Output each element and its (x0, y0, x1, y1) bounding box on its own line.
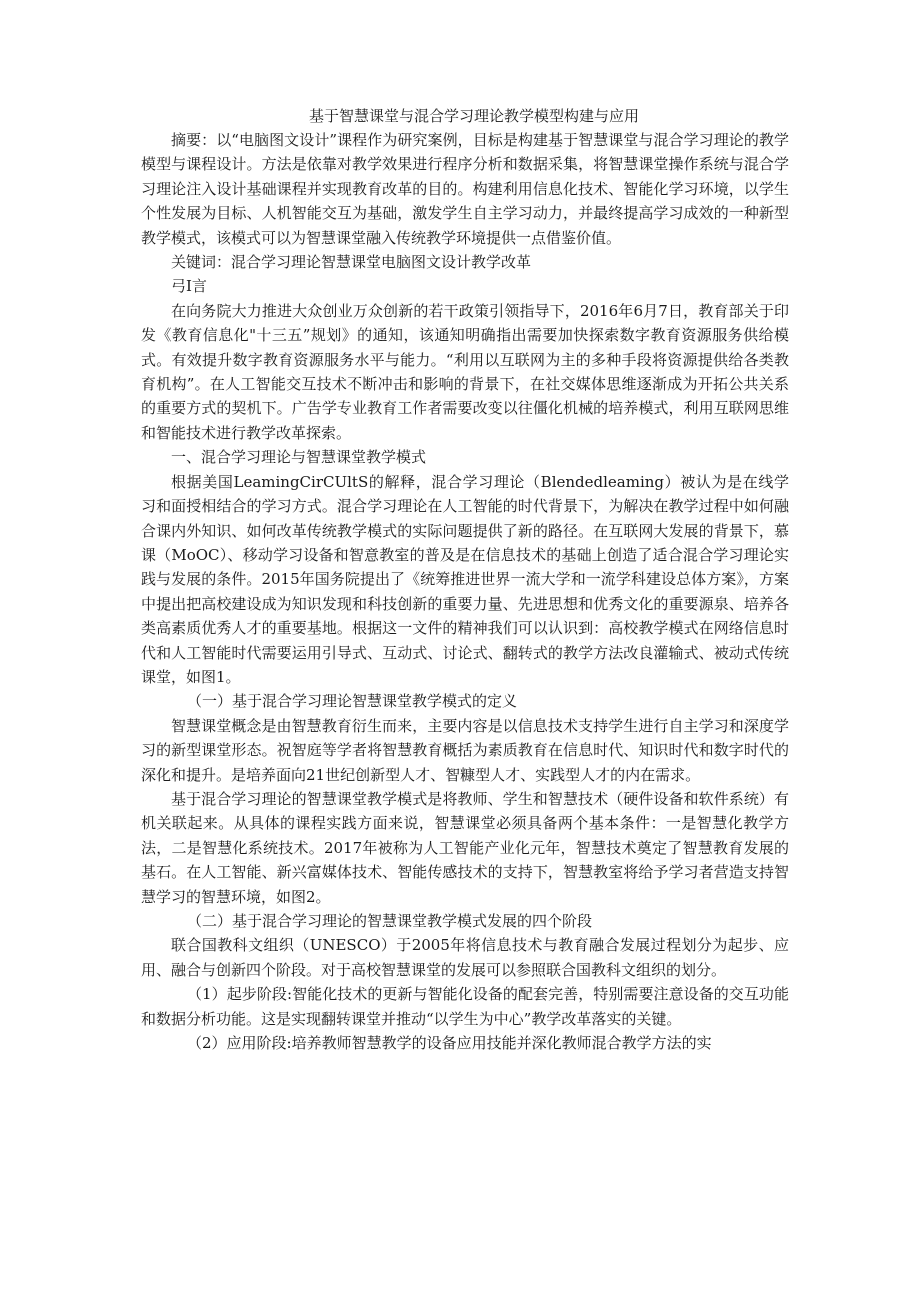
paragraph-subsection2-p1: 联合国教科文组织（UNESCO）于2005年将信息技术与教育融合发展过程划分为起步、应用、融合与创新四个阶段。对于高校智慧课堂的发展可以参照联合国教科文组织的划分。 (141, 936, 789, 979)
document-title: 基于智慧课堂与混合学习理论教学模型构建与应用 (308, 107, 639, 125)
paragraph-subsection2-heading: （二）基于混合学习理论的智慧课堂教学模式发展的四个阶段 (187, 912, 593, 930)
paragraph-section1-heading: 一、混合学习理论与智慧课堂教学模式 (171, 448, 427, 467)
paragraph-intro-heading: 弓I言 (171, 277, 207, 296)
paragraph-step1: （1）起步阶段:智能化技术的更新与智能化设备的配套完善，特别需要注意设备的交互功能和数据分析功能。这是实现翻转课堂并推动“以学生为中心”教学改革落实的关键。 (141, 985, 789, 1028)
paragraph-keywords: 关键词：混合学习理论智慧课堂电脑图文设计教学改革 (171, 253, 532, 272)
document-page (141, 104, 789, 1055)
paragraph-section1-p1: 根据美国LeamingCirCUltS的解释，混合学习理论（Blendedleaming）被认为是在线学习和面授相结合的学习方式。混合学习理论在人工智能的时代背景下，为解决在教学过程中如何融合课内外知识、如何改革传统教学模式的实际问题提供了新的路径。在互联网大发展的背景下，慕课（MoOC）、移动学习设备和智意教室的普及是在信息技术的基础上创造了适合混合学习理论实践与发展的条件。2015年国务院提出了《统筹推进世界一流大学和一流学科建设总体方案》，方案中提出把高校建设成为知识发现和科技创新的重要力量、先进思想和优秀文化的重要源泉、培养各类高素质优秀人才的重要基地。根据这一文件的精神我们可以认识到：高校教学模式在网络信息时代和人工智能时代需要运用引导式、互动式、讨论式、翻转式的教学方法改良灌输式、被动式传统课堂，如图1。 (141, 472, 789, 686)
paragraph-subsection1-heading: （一）基于混合学习理论智慧课堂教学模式的定义 (187, 692, 518, 711)
paragraph-intro: 在向务院大力推进大众创业万众创新的若干政策引领指导下，2016年6月7日，教育部关于印发《教育信息化"十三五”规划》的通知，该通知明确指出需要加快探索数字教育资源服务供给模式。有效提升数字教育资源服务水平与能力。“利用以互联网为主的多种手段将资源提供给各类教育机构”。在人工智能交互技术不断冲击和影响的背景下，在社交媒体思维逐渐成为开拓公共关系的重要方式的契机下。广告学专业教育工作者需要改变以往僵化机械的培养模式，利用互联网思维和智能技术进行教学改革探索。 (141, 301, 789, 442)
document-body (141, 128, 789, 1055)
paragraph-subsection1-p2: 基于混合学习理论的智慧课堂教学模式是将教师、学生和智慧技术（硬件设备和软件系统）有机关联起来。从具体的课程实践方面来说，智慧课堂必须具备两个基本条件：一是智慧化教学方法，二是智慧化系统技术。2017年被称为人工智能产业化元年，智慧技术奠定了智慧教育发展的基石。在人工智能、新兴富媒体技术、智能传感技术的支持下，智慧教室将给予学习者营造支持智慧学习的智慧环境，如图2。 (141, 789, 789, 906)
paragraph-subsection1-p1: 智慧课堂概念是由智慧教育衍生而来，主要内容是以信息技术支持学生进行自主学习和深度学习的新型课堂形态。祝智庭等学者将智慧教育概括为素质教育在信息时代、知识时代和数字时代的深化和提升。是培养面向21世纪创新型人才、智糠型人才、实践型人才的内在需求。 (141, 716, 789, 784)
paragraph-step2: （2）应用阶段:培养教师智慧教学的设备应用技能并深化教师混合教学方法的实 (187, 1034, 712, 1053)
paragraph-abstract: 摘要：以“电脑图文设计”课程作为研究案例，目标是构建基于智慧课堂与混合学习理论的教学模型与课程设计。方法是依靠对教学效果进行程序分析和数据采集，将智慧课堂操作系统与混合学习理论注入设计基础课程并实现教育改革的目的。构建利用信息化技术、智能化学习环境，以学生个性发展为目标、人机智能交互为基础，激发学生自主学习动力，并最终提高学习成效的一种新型教学模式，该模式可以为智慧课堂融入传统教学环境提供一点借鉴价值。 (141, 131, 789, 247)
